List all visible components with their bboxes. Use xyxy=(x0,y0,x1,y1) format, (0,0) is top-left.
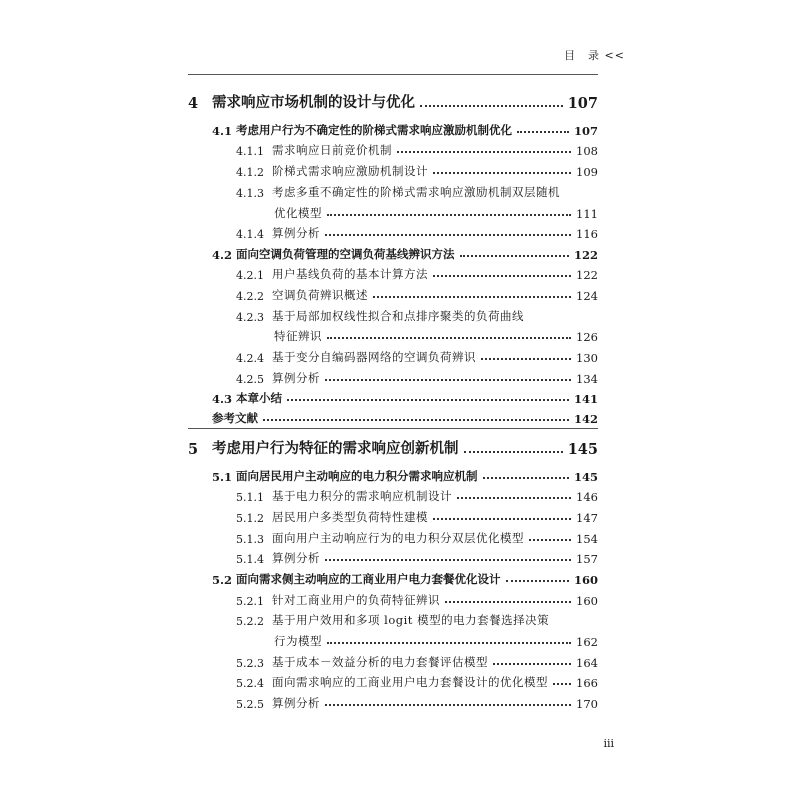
toc-entry-4-2-3-continued[interactable] xyxy=(188,322,598,344)
toc-entry-4-2-1[interactable] xyxy=(188,260,598,282)
entry-title: 参考文献 xyxy=(212,411,258,425)
entry-number: 5.1.1 xyxy=(236,491,264,504)
entry-page: 107 xyxy=(567,95,598,112)
entry-page: 141 xyxy=(573,392,598,406)
entry-page: 166 xyxy=(576,676,598,690)
dot-leader xyxy=(263,419,569,421)
entry-page: 147 xyxy=(576,511,598,525)
entry-title: 需求响应市场机制的设计与优化 xyxy=(212,94,415,111)
entry-title: 算例分析 xyxy=(272,226,320,240)
entry-title: 居民用户多类型负荷特性建模 xyxy=(272,510,428,524)
entry-page: 170 xyxy=(576,697,598,711)
dot-leader xyxy=(481,358,571,360)
entry-page: 107 xyxy=(573,124,598,138)
entry-page: 146 xyxy=(576,490,598,504)
toc-entry-5-2-4[interactable] xyxy=(188,668,598,690)
entry-number: 5.1.3 xyxy=(236,533,264,546)
dot-leader xyxy=(464,451,563,453)
toc-entry-5-2-3[interactable] xyxy=(188,648,598,670)
entry-title: 面向需求响应的工商业用户电力套餐设计的优化模型 xyxy=(272,675,548,689)
dot-leader xyxy=(506,580,569,582)
dot-leader xyxy=(433,172,571,174)
header-rule xyxy=(188,74,598,75)
toc-entry-4-1[interactable] xyxy=(188,116,598,138)
toc-entry-4-2-2[interactable] xyxy=(188,281,598,303)
entry-number: 4.2 xyxy=(212,248,233,262)
entry-title: 基于用户效用和多项 logit 模型的电力套餐选择决策 xyxy=(272,613,550,627)
entry-title: 基于变分自编码器网络的空调负荷辨识 xyxy=(272,350,476,364)
toc-entry-5-1-1[interactable] xyxy=(188,482,598,504)
entry-page: 154 xyxy=(576,532,598,546)
entry-number: 4.2.5 xyxy=(236,373,264,386)
toc-entry-4-3[interactable] xyxy=(188,384,598,406)
dot-leader xyxy=(457,497,571,499)
entry-title: 考虑用户行为特征的需求响应创新机制 xyxy=(212,440,459,457)
dot-leader xyxy=(460,255,569,257)
entry-title: 用户基线负荷的基本计算方法 xyxy=(272,267,428,281)
entry-number: 4.2.4 xyxy=(236,352,264,365)
toc-entry-4-1-1[interactable] xyxy=(188,136,598,158)
entry-number: 4.1.4 xyxy=(236,228,264,241)
dot-leader xyxy=(327,214,571,216)
entry-number: 4.3 xyxy=(212,392,233,406)
toc-entry-5-2[interactable] xyxy=(188,565,598,587)
toc-entry-4-2-4[interactable] xyxy=(188,343,598,365)
toc-entry-5-2-2-continued[interactable] xyxy=(188,627,598,649)
toc-entry-4-1-3[interactable] xyxy=(188,178,598,200)
entry-page: 122 xyxy=(573,248,598,262)
entry-title: 基于成本－效益分析的电力套餐评估模型 xyxy=(272,655,488,669)
dot-leader xyxy=(517,131,569,133)
toc-entry-4-2-3[interactable] xyxy=(188,302,598,324)
entry-title: 需求响应日前竞价机制 xyxy=(272,143,392,157)
dot-leader xyxy=(325,704,571,706)
entry-number: 4.2.3 xyxy=(236,311,264,324)
dot-leader xyxy=(287,399,569,401)
entry-title-continued: 行为模型 xyxy=(274,634,322,648)
entry-number: 4.1.2 xyxy=(236,166,264,179)
entry-page: 157 xyxy=(576,552,598,566)
entry-number: 5.2.5 xyxy=(236,698,264,711)
entry-title: 基于电力积分的需求响应机制设计 xyxy=(272,489,452,503)
toc-entry-5-2-2[interactable] xyxy=(188,606,598,628)
toc-entry-5-2-1[interactable] xyxy=(188,586,598,608)
entry-page: 111 xyxy=(576,207,598,221)
entry-title: 考虑用户行为不确定性的阶梯式需求响应激励机制优化 xyxy=(236,123,512,137)
dot-leader xyxy=(433,275,571,277)
running-head: 目 录 << xyxy=(564,49,625,62)
dot-leader xyxy=(493,663,571,665)
entry-page: 164 xyxy=(576,656,598,670)
toc-entry-chapter-5[interactable] xyxy=(188,436,598,458)
entry-title: 面向需求侧主动响应的工商业用户电力套餐优化设计 xyxy=(236,572,501,586)
toc-entry-4-1-4[interactable] xyxy=(188,219,598,241)
entry-title: 阶梯式需求响应激励机制设计 xyxy=(272,164,428,178)
entry-page: 162 xyxy=(576,635,598,649)
dot-leader xyxy=(327,337,571,339)
toc-entry-4-1-3-continued[interactable] xyxy=(188,199,598,221)
dot-leader xyxy=(445,601,571,603)
toc-entry-5-1-4[interactable] xyxy=(188,544,598,566)
dot-leader xyxy=(325,234,571,236)
toc-entry-5-1-3[interactable] xyxy=(188,524,598,546)
dot-leader xyxy=(553,683,571,685)
entry-page: 145 xyxy=(573,470,598,484)
toc-entry-references-4[interactable] xyxy=(188,404,598,426)
dot-leader xyxy=(327,642,571,644)
entry-page: 124 xyxy=(576,289,598,303)
toc-entry-5-1[interactable] xyxy=(188,462,598,484)
dot-leader xyxy=(397,151,571,153)
entry-number: 4 xyxy=(188,95,199,112)
entry-title: 面向空调负荷管理的空调负荷基线辨识方法 xyxy=(236,247,455,261)
entry-page: 160 xyxy=(576,594,598,608)
entry-title: 面向居民用户主动响应的电力积分需求响应机制 xyxy=(236,469,478,483)
dot-leader xyxy=(325,379,571,381)
entry-title: 本章小结 xyxy=(236,391,282,405)
entry-number: 5.2.4 xyxy=(236,677,264,690)
entry-title: 算例分析 xyxy=(272,551,320,565)
entry-page: 142 xyxy=(573,412,598,426)
entry-number: 5.2.3 xyxy=(236,657,264,670)
entry-page: 122 xyxy=(576,268,598,282)
entry-number: 4.2.1 xyxy=(236,269,264,282)
entry-page: 130 xyxy=(576,351,598,365)
entry-title-continued: 特征辨识 xyxy=(274,329,322,343)
entry-number: 5 xyxy=(188,441,199,458)
dot-leader xyxy=(420,105,563,107)
entry-title: 面向用户主动响应行为的电力积分双层优化模型 xyxy=(272,531,524,545)
entry-page: 134 xyxy=(576,372,598,386)
entry-title: 算例分析 xyxy=(272,696,320,710)
toc-entry-4-2-5[interactable] xyxy=(188,364,598,386)
chapter-divider-rule xyxy=(188,428,598,429)
dot-leader xyxy=(483,477,569,479)
entry-title-continued: 优化模型 xyxy=(274,206,322,220)
toc-entry-5-2-5[interactable] xyxy=(188,689,598,711)
page-number: iii xyxy=(603,737,614,750)
entry-page: 108 xyxy=(576,144,598,158)
entry-page: 116 xyxy=(576,227,598,241)
entry-number: 5.1 xyxy=(212,470,233,484)
entry-page: 145 xyxy=(567,441,598,458)
dot-leader xyxy=(325,559,571,561)
entry-number: 5.2.1 xyxy=(236,595,264,608)
entry-page: 109 xyxy=(576,165,598,179)
entry-number: 5.2 xyxy=(212,573,233,587)
entry-number: 4.1 xyxy=(212,124,233,138)
entry-title: 算例分析 xyxy=(272,371,320,385)
toc-entry-4-1-2[interactable] xyxy=(188,157,598,179)
entry-title: 基于局部加权线性拟合和点排序聚类的负荷曲线 xyxy=(272,309,524,323)
entry-number: 4.1.3 xyxy=(236,187,264,200)
toc-entry-chapter-4[interactable] xyxy=(188,90,598,112)
entry-title: 空调负荷辨识概述 xyxy=(272,288,368,302)
dot-leader xyxy=(433,518,571,520)
entry-number: 5.1.4 xyxy=(236,553,264,566)
dot-leader xyxy=(373,296,571,298)
entry-number: 5.1.2 xyxy=(236,512,264,525)
entry-page: 126 xyxy=(576,330,598,344)
entry-page: 160 xyxy=(573,573,598,587)
entry-number: 5.2.2 xyxy=(236,615,264,628)
toc-entry-5-1-2[interactable] xyxy=(188,503,598,525)
entry-title: 考虑多重不确定性的阶梯式需求响应激励机制双层随机 xyxy=(272,185,560,199)
dot-leader xyxy=(529,539,571,541)
entry-number: 4.1.1 xyxy=(236,145,264,158)
toc-entry-4-2[interactable] xyxy=(188,240,598,262)
entry-title: 针对工商业用户的负荷特征辨识 xyxy=(272,593,440,607)
entry-number: 4.2.2 xyxy=(236,290,264,303)
